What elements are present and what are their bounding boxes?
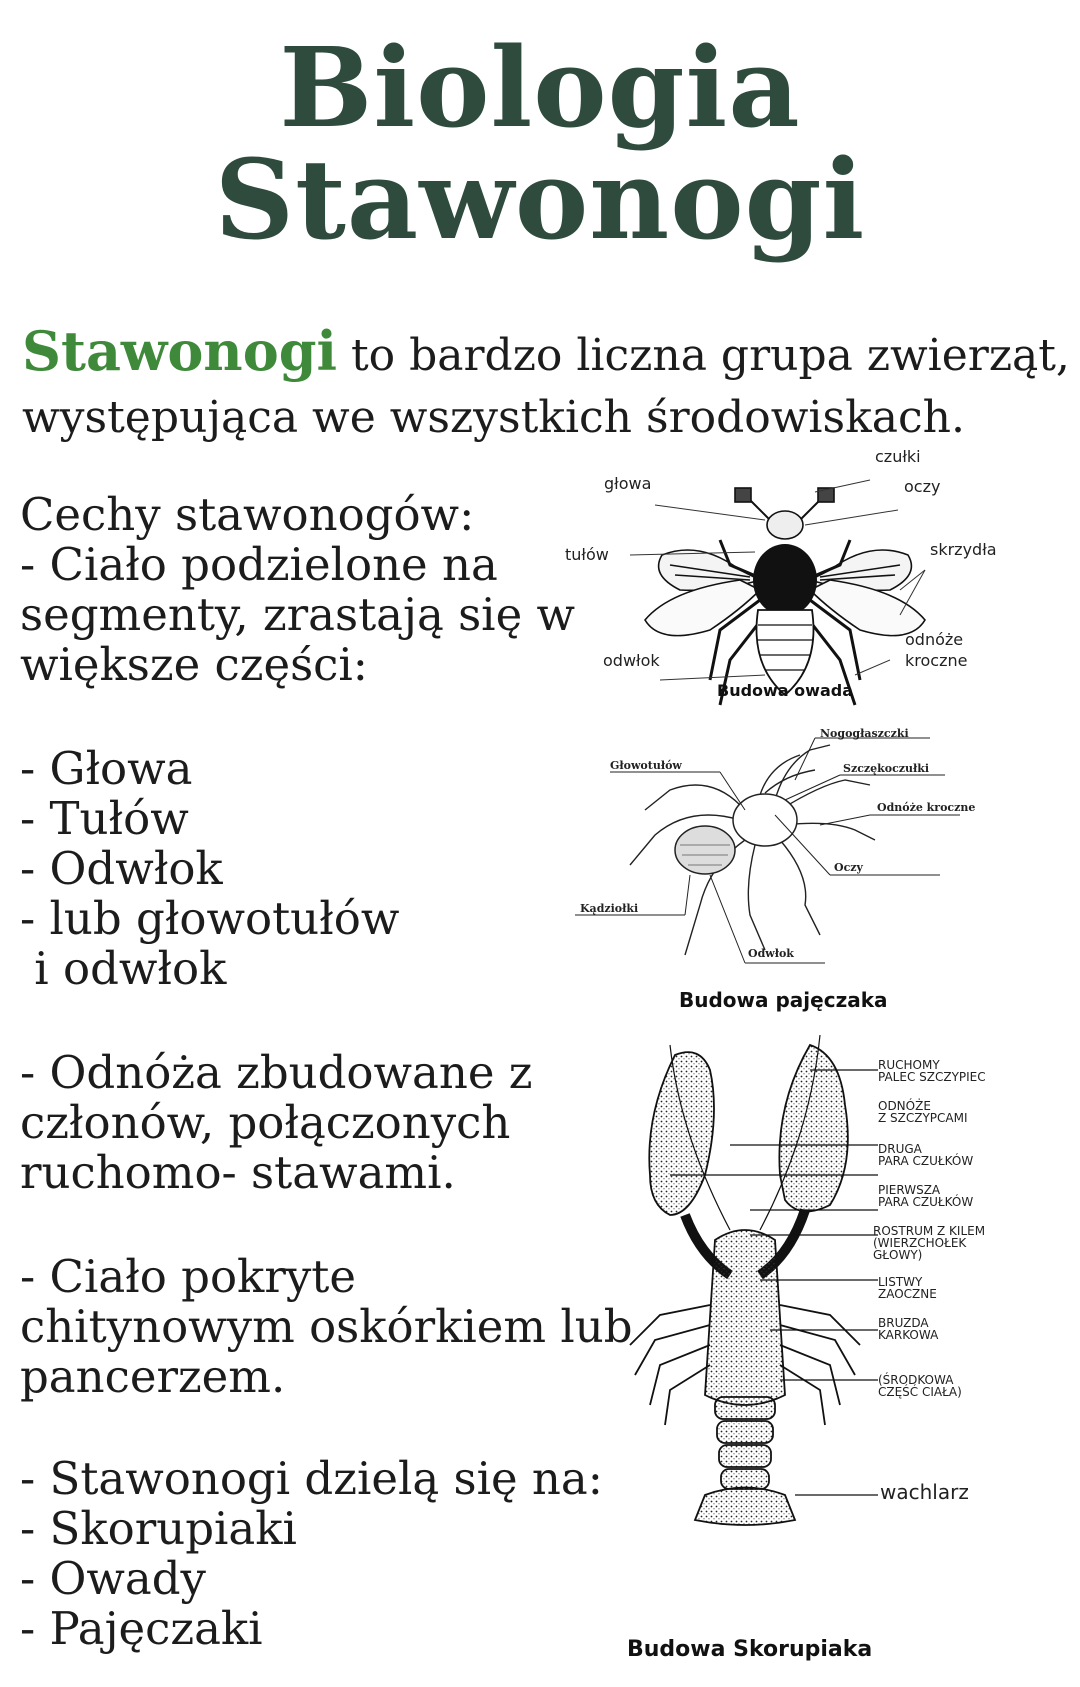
crayfish-illustration <box>610 1025 880 1525</box>
group-arachnids: - Pajęczaki <box>20 1602 263 1655</box>
feature-cover-line3: pancerzem. <box>20 1350 286 1403</box>
insect-label-wings: skrzydła <box>930 540 997 559</box>
insect-label-leg-1: odnóże <box>905 630 964 649</box>
part-thorax: - Tułów <box>20 792 189 845</box>
crayfish-label-3a: DRUGA <box>878 1142 922 1156</box>
crayfish-label-2a: ODNÓŻE <box>878 1099 931 1113</box>
group-crustaceans: - Skorupiaki <box>20 1502 297 1555</box>
insect-label-thorax: tułów <box>565 545 609 564</box>
spider-label-pedipalps: Nogogłaszczki <box>820 727 909 740</box>
feature-cover-line2: chitynowym oskórkiem lub <box>20 1300 633 1353</box>
crayfish-label-1a: RUCHOMY <box>878 1058 940 1072</box>
spider-caption: Budowa pajęczaka <box>679 988 888 1012</box>
crayfish-label-2b: Z SZCZYPCAMI <box>878 1111 968 1125</box>
intro-line1 <box>22 320 1072 387</box>
feature-segments-line1: - Ciało podzielone na <box>20 538 498 591</box>
feature-limbs-line1: - Odnóża zbudowane z <box>20 1046 533 1099</box>
feature-segments-line2: segmenty, zrastają się w <box>20 588 576 641</box>
feature-cover-line1: - Ciało pokryte <box>20 1250 356 1303</box>
feature-segments-line3: większe części: <box>20 638 368 691</box>
page-title-line1: Biologia <box>279 23 801 152</box>
intro-line1-rest: to bardzo liczna grupa zwierząt, <box>336 330 1070 381</box>
part-abdomen: - Odwłok <box>20 842 223 895</box>
features-heading: Cechy stawonogów: <box>20 488 475 541</box>
part-cephalothorax: - lub głowotułów <box>20 892 400 945</box>
group-insects: - Owady <box>20 1552 206 1605</box>
intro-paragraph <box>22 320 1072 449</box>
spider-label-spinnerets: Kądziołki <box>580 902 639 915</box>
groups-heading: - Stawonogi dzielą się na: <box>20 1452 603 1505</box>
part-cephalothorax-abdomen: i odwłok <box>20 942 227 995</box>
intro-line2: występująca we wszystkich środowiskach. <box>22 392 965 443</box>
crayfish-label-8b: CZĘŚĆ CIAŁA) <box>878 1385 962 1399</box>
crayfish-label-5c: GŁOWY) <box>873 1248 923 1262</box>
feature-limbs-line3: ruchomo- stawami. <box>20 1146 456 1199</box>
part-head: - Głowa <box>20 742 193 795</box>
crayfish-label-1b: PALEC SZCZYPIEC <box>878 1070 986 1084</box>
spider-label-abdomen: Odwłok <box>748 947 794 960</box>
insect-label-eyes: oczy <box>904 477 941 496</box>
crayfish-label-8a: (ŚRODKOWA <box>878 1373 954 1387</box>
crayfish-label-4a: PIERWSZA <box>878 1183 941 1197</box>
page-title-line2: Stawonogi <box>214 135 866 264</box>
spider-label-eyes: Oczy <box>834 861 863 874</box>
crayfish-label-6b: ZAOCZNE <box>878 1287 937 1301</box>
insect-label-abdomen: odwłok <box>603 651 660 670</box>
spider-label-leg: Odnóże kroczne <box>877 801 976 814</box>
insect-label-antennae: czułki <box>875 447 921 466</box>
crayfish-label-4b: PARA CZUŁKÓW <box>878 1195 974 1209</box>
insect-label-head: głowa <box>604 474 652 493</box>
crayfish-label-tail-fan: wachlarz <box>880 1480 969 1504</box>
crayfish-label-7b: KARKOWA <box>878 1328 939 1342</box>
spider-label-chelicerae: Szczękoczułki <box>843 762 930 775</box>
crayfish-label-7a: BRUZDA <box>878 1316 929 1330</box>
crayfish-label-3b: PARA CZUŁKÓW <box>878 1154 974 1168</box>
insect-label-leg-2: kroczne <box>905 651 968 670</box>
crayfish-label-6a: LISTWY <box>878 1275 923 1289</box>
feature-limbs-line2: członów, połączonych <box>20 1096 511 1149</box>
spider-label-cephalothorax: Głowotułów <box>610 759 682 772</box>
crayfish-label-5b: (WIERZCHOŁEK <box>873 1236 967 1250</box>
crayfish-label-5a: ROSTRUM Z KILEM <box>873 1224 986 1238</box>
crayfish-caption: Budowa Skorupiaka <box>627 1637 873 1662</box>
insect-caption: Budowa owada <box>717 681 853 700</box>
intro-keyword: Stawonogi <box>22 319 337 383</box>
